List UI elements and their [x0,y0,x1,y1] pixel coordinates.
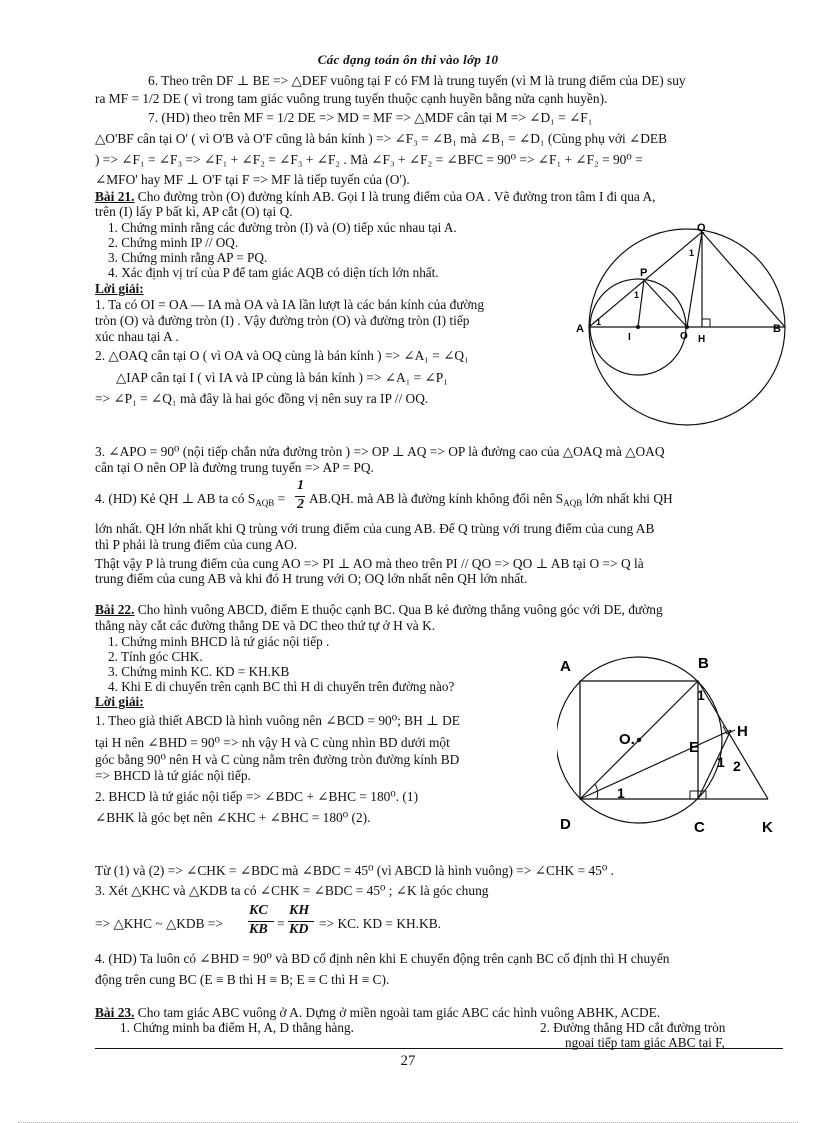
text-line: 4. (HD) Ta luôn có ∠BHD = 90⁰ và BD cố định nên khi E chuyển động trên cạnh BC cố định thì H chuyển [95,951,670,966]
fraction-denominator: 2 [297,497,304,512]
text-line: thẳng này cắt các đường thẳng DE và DC theo thứ tự ở H và K. [95,618,436,633]
list-item: 3. Chứng minh KC. KD = KH.KB [108,664,290,679]
subscript: AQB [563,498,583,508]
angle-label: 1 [717,754,725,770]
text-line: 1. Ta có OI = OA — IA mà OA và IA lần lượt là các bán kính của đường [95,297,485,312]
text-line: động trên cung BC (E ≡ B thì H ≡ B; E ≡ C thì H ≡ C). [95,972,390,987]
text-line: 6. Theo trên DF ⊥ BE => △DEF vuông tại F có FM là trung tuyến (vì M là trung điểm của DE) suy [148,73,686,88]
text-line [95,491,285,508]
text-line: Từ (1) và (2) => ∠CHK = ∠BDC mà ∠BDC = 45⁰ (vì ABCD là hình vuông) => ∠CHK = 45⁰ . [95,863,614,878]
list-item: 1. Chứng minh rằng các đường tròn (I) và (O) tiếp xúc nhau tại A. [108,220,457,235]
text-line: cân tại O nên OP là đường trung tuyến => AP = PQ. [95,460,374,475]
angle-label: 2 [733,758,741,774]
problem-heading [95,189,656,205]
label-i: I [628,332,631,343]
text-part: = [274,491,286,506]
footer-rule [95,1048,783,1049]
figure-square-diagram [557,646,789,842]
point-o [685,325,689,329]
segment-ch [698,730,731,799]
text-line: xúc nhau tại A . [95,329,179,344]
list-item: 2. Đường thẳng HD cắt đường tròn [540,1020,726,1035]
fraction-numerator: KC [249,903,268,918]
text-line: ∠MFO' hay MF ⊥ O'F tại F => MF là tiếp tuyến của (O'). [95,172,410,187]
label-a: A [560,658,571,675]
problem-title: Bài 21. [95,189,135,204]
text-part: lớn nhất khi QH [582,491,673,506]
point-o [637,738,641,742]
label-b: B [698,655,709,672]
label-e: E [689,739,700,756]
segment-qo [687,232,702,327]
list-item: 4. Khi E di chuyển trên cạnh BC thì H di chuyển trên đường nào? [108,679,455,694]
solution-heading: Lời giải: [95,281,144,296]
text-line: => BHCD là tứ giác nội tiếp. [95,768,251,783]
segment-aq [589,232,702,327]
text-line: △O'BF cân tại O' ( vì O'B và O'F cũng là bán kính ) => ∠F₃ = ∠B₁ mà ∠B₁ = ∠D₁ (Cùng phụ với ∠DEB [95,131,668,146]
problem-title: Bài 23. [95,1005,135,1020]
label-o: O [680,331,688,342]
list-item: ngoại tiếp tam giác ABC tại F, [565,1035,725,1050]
text-line: 1. Theo giả thiết ABCD là hình vuông nên ∠BCD = 90⁰; BH ⊥ DE [95,713,460,728]
text-line: lớn nhất. QH lớn nhất khi Q trùng với trung điểm của cung AB. Để Q trùng với trung điểm của cung AB [95,521,655,536]
text-line: Thật vậy P là trung điểm của cung AO => PI ⊥ AO mà theo trên PI // QO => QO ⊥ AB tại O => Q là [95,556,644,571]
text-line: ra MF = 1/2 DE ( vì trong tam giác vuông trung tuyến thuộc cạnh huyền bằng nửa cạnh huyền). [95,91,608,106]
figure-circles-diagram [572,222,787,432]
problem-statement: Cho hình vuông ABCD, điểm E thuộc cạnh BC. Qua B kẻ đường thẳng vuông góc với DE, đường [134,602,663,617]
angle-label: 1 [617,785,625,801]
page-number: 27 [400,1053,416,1069]
equals-sign: = [277,916,285,931]
solution-heading: Lời giải: [95,694,144,709]
right-angle-mark [690,791,698,799]
text-line: △IAP cân tại I ( vì IA và IP cùng là bán kính ) => ∠A₁ = ∠P₁ [116,370,448,385]
text-line: 2. △OAQ cân tại O ( vì OA và OQ cùng là bán kính ) => ∠A₁ = ∠Q₁ [95,348,469,363]
text-part: AB.QH. mà AB là đường kính không đổi nên S [309,491,564,506]
angle-label: 1 [697,687,705,703]
text-line: trên (I) lấy P bất kì, AP cắt (O) tại Q. [95,204,293,219]
angle-label: 1 [596,317,602,327]
label-p: P [640,267,648,279]
fraction-denominator: KD [289,922,309,937]
label-c: C [694,819,705,836]
angle-label: 1 [689,248,695,258]
text-line: 3. Xét △KHC và △KDB ta có ∠CHK = ∠BDC = 45⁰ ; ∠K là góc chung [95,883,489,898]
problem-statement: Cho đường tròn (O) đường kính AB. Gọi I là trung điểm của OA . Vẽ đường tron tâm I đi qua A, [134,189,656,204]
text-line [309,491,673,508]
fraction-denominator: KB [249,922,268,937]
list-item: 4. Xác định vị trí của P để tam giác AQB có diện tích lớn nhất. [108,265,439,280]
problem-heading [95,1005,660,1021]
label-q: Q [697,222,706,234]
text-line: => △KHC ~ △KDB => [95,916,223,931]
label-a: A [576,323,584,335]
text-line: ) => ∠F₁ = ∠F₃ => ∠F₁ + ∠F₂ = ∠F₃ + ∠F₂ . Mà ∠F₃ + ∠F₂ = ∠BFC = 90⁰ => ∠F₁ + ∠F₂ = 90⁰ = [95,152,643,167]
list-item: 1. Chứng minh ba điểm H, A, D thẳng hàng. [120,1020,354,1035]
text-line: tại H nên ∠BHD = 90⁰ => nh vậy H và C cùng nhìn BD dưới một [95,735,450,750]
line-dh [580,730,731,799]
text-line: góc bằng 90⁰ nên H và C cùng nằm trên đường tròn đường kính BD [95,752,460,767]
problem-title: Bài 22. [95,602,135,617]
angle-label: 1 [634,290,640,300]
label-h: H [698,334,706,345]
label-h: H [737,723,748,740]
text-line: => ∠P₁ = ∠Q₁ mà đây là hai góc đồng vị nên suy ra IP // OQ. [95,391,429,406]
fraction-numerator: KH [289,903,310,918]
page-header: Các dạng toán ôn thi vào lớp 10 [317,52,499,67]
label-k: K [762,819,773,836]
label-b: B [773,323,781,335]
text-line: 3. ∠APO = 90⁰ (nội tiếp chắn nửa đường tròn ) => OP ⊥ AQ => OP là đường cao của △OAQ mà △OAQ [95,444,665,459]
list-item: 2. Tính góc CHK. [108,649,203,664]
right-angle-mark [702,319,710,327]
label-d: D [560,816,571,833]
label-o: O. [619,731,635,748]
fraction-numerator: 1 [297,478,304,493]
text-line: 7. (HD) theo trên MF = 1/2 DE => MD = MF => △MDF cân tại M => ∠D₁ = ∠F₁ [148,110,593,125]
segment-pi [638,280,644,327]
text-line: thì P phải là trung điểm của cung AO. [95,537,298,552]
list-item: 2. Chứng minh IP // OQ. [108,235,239,250]
text-line: ∠BHK là góc bẹt nên ∠KHC + ∠BHC = 180⁰ (2). [95,810,371,825]
list-item: 3. Chứng minh rằng AP = PQ. [108,250,268,265]
text-line: => KC. KD = KH.KB. [319,916,441,931]
subscript: AQB [255,498,275,508]
problem-statement: Cho tam giác ABC vuông ở A. Dựng ở miền ngoài tam giác ABC các hình vuông ABHK, ACDE. [134,1005,661,1020]
point-i [636,325,640,329]
text-part: 4. (HD) Kẻ QH ⊥ AB ta có S [95,491,256,506]
list-item: 1. Chứng minh BHCD là tứ giác nội tiếp . [108,634,330,649]
problem-heading [95,602,663,618]
text-line: trung điểm của cung AB và khi đó H trung với O; OQ lớn nhất nên QH lớn nhất. [95,571,528,586]
text-line: 2. BHCD là tứ giác nội tiếp => ∠BDC + ∠BHC = 180⁰. (1) [95,789,419,804]
text-line: tròn (O) và đường tròn (I) . Vậy đường tròn (O) và đường tròn (I) tiếp [95,313,470,328]
